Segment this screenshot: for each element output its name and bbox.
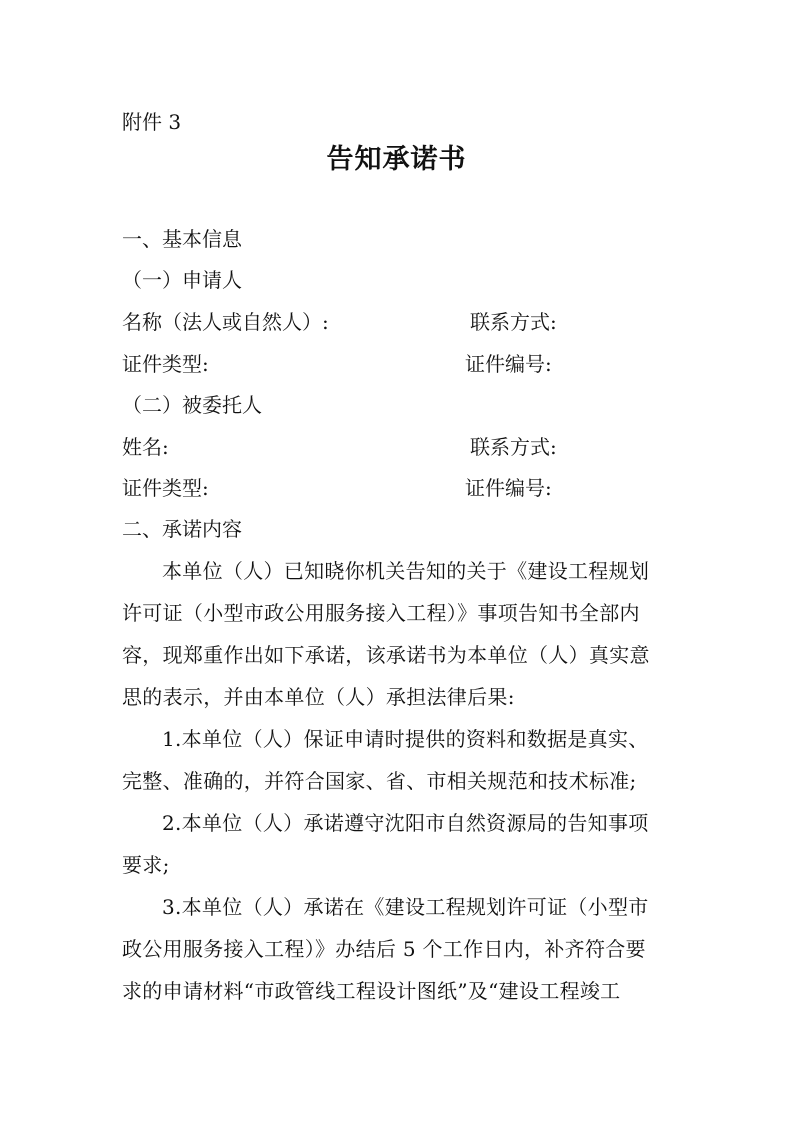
delegate-id-number-label: 证件编号: <box>465 476 552 500</box>
applicant-name-label: 名称（法人或自然人）: <box>122 310 329 334</box>
applicant-heading: （一）申请人 <box>122 268 242 292</box>
item3-line: 3.本单位（人）承诺在《建设工程规划许可证（小型市 <box>162 895 649 919</box>
item1-line: 1.本单位（人）保证申请时提供的资料和数据是真实、 <box>162 727 649 751</box>
item1-line: 完整、准确的，并符合国家、省、市相关规范和技术标准; <box>122 769 637 793</box>
item3-line: 求的申请材料“市政管线工程设计图纸”及“建设工程竣工 <box>122 979 621 1003</box>
intro-line: 思的表示，并由本单位（人）承担法律后果: <box>122 685 515 709</box>
item2-line: 要求; <box>122 853 170 877</box>
delegate-name-label: 姓名: <box>122 435 169 459</box>
intro-line: 本单位（人）已知晓你机关告知的关于《建设工程规划 <box>162 559 650 583</box>
intro-line: 许可证（小型市政公用服务接入工程）》事项告知书全部内 <box>122 601 640 625</box>
delegate-id-type-label: 证件类型: <box>122 476 209 500</box>
applicant-id-type-label: 证件类型: <box>122 352 209 376</box>
attachment-label: 附件 3 <box>122 110 182 134</box>
item2-line: 2.本单位（人）承诺遵守沈阳市自然资源局的告知事项 <box>162 811 649 835</box>
applicant-id-number-label: 证件编号: <box>465 352 552 376</box>
intro-line: 容，现郑重作出如下承诺，该承诺书为本单位（人）真实意 <box>122 643 650 667</box>
document-title: 告知承诺书 <box>326 144 467 175</box>
item3-line: 政公用服务接入工程）》办结后 5 个工作日内，补齐符合要 <box>122 937 646 961</box>
delegate-heading: （二）被委托人 <box>122 393 262 417</box>
delegate-contact-label: 联系方式: <box>470 435 557 459</box>
section2-heading: 二、承诺内容 <box>122 517 242 541</box>
section1-heading: 一、基本信息 <box>122 227 242 251</box>
applicant-contact-label: 联系方式: <box>470 310 557 334</box>
